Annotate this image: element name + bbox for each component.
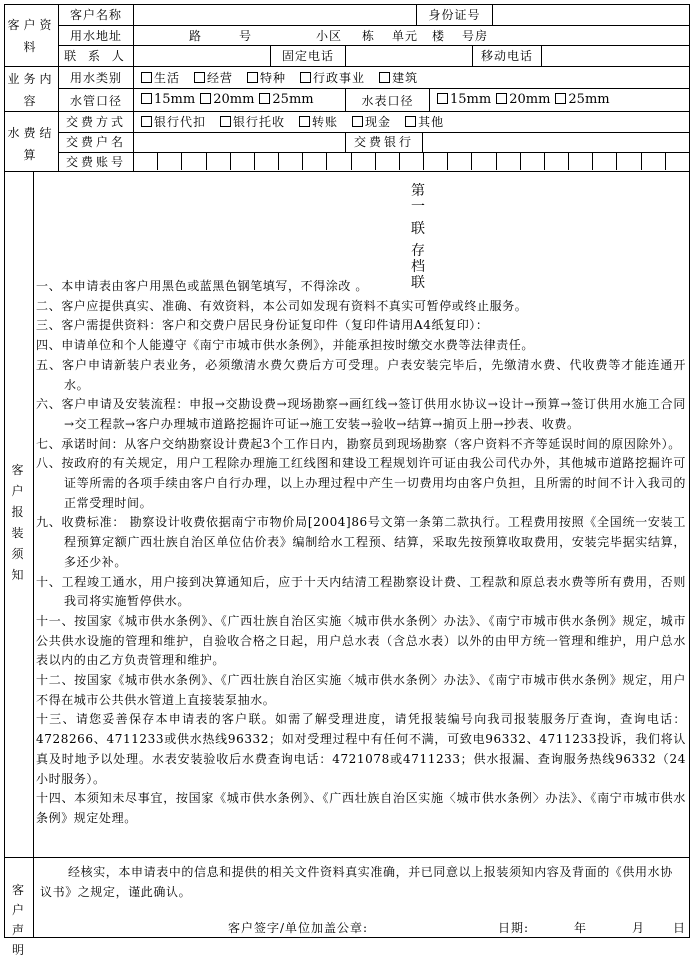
account-digit-cell[interactable] xyxy=(423,153,424,170)
option-business[interactable] xyxy=(194,71,233,85)
payer-bank-input[interactable] xyxy=(423,133,689,152)
account-digit-cell[interactable] xyxy=(471,153,472,170)
notice-item: 六、客户申请及安装流程：申报→交勘设费→现场勘察→画红线→签订供用水协议→设计→预算→签订供用水施工合同→交工程款→客户办理城市道路挖掘许可证→施工安装→验收→结算→掮页上册→抄表、收费。 xyxy=(36,397,686,431)
row-line xyxy=(4,111,690,112)
account-digit-cell[interactable] xyxy=(351,153,352,170)
label-pipe-diameter: 水管口径 xyxy=(69,94,122,108)
notice-item: 十二、按国家《城市供水条例》、《广西壮族自治区实施〈城市供水条例〉办法》、《南宁市城市供水条例》规定，用户不得在城市公共供水管道上直接装泵抽水。 xyxy=(36,673,686,707)
notice-item: 一、本申请表由客户用黑色或蓝黑色钢笔填写，不得涂改 。 xyxy=(36,279,369,293)
copy-number-label xyxy=(410,183,426,237)
account-digit-cell[interactable] xyxy=(568,153,569,170)
option-label: 生活 xyxy=(154,71,181,85)
checkbox[interactable] xyxy=(555,93,566,104)
option-label: 银行托收 xyxy=(233,115,286,129)
meter-option[interactable] xyxy=(437,92,491,107)
label-meter-diameter: 水表口径 xyxy=(361,94,414,108)
date-label: 日期: xyxy=(498,921,530,935)
pipe-diameter-options xyxy=(141,93,314,107)
month-label: 月 xyxy=(632,921,646,935)
checkbox[interactable] xyxy=(194,72,205,83)
account-digit-cell[interactable] xyxy=(181,153,182,170)
border-bottom xyxy=(4,937,690,938)
address-floor: 楼 xyxy=(432,29,446,43)
option-label: 特种 xyxy=(260,71,287,85)
option-special[interactable] xyxy=(247,71,286,85)
account-digit-cell[interactable] xyxy=(616,153,617,170)
checkbox[interactable] xyxy=(141,116,152,127)
checkbox[interactable] xyxy=(141,72,152,83)
notice-item: 三、客户需提供资料：客户和交费户居民身份证复印件（复印件请用A4纸复印）： xyxy=(36,318,489,333)
checkbox[interactable] xyxy=(437,93,448,104)
row-line xyxy=(4,857,690,858)
checkbox[interactable] xyxy=(379,72,390,83)
signature-field[interactable] xyxy=(378,918,488,934)
account-digit-cell[interactable] xyxy=(326,153,327,170)
address-number: 号 xyxy=(239,29,253,43)
checkbox[interactable] xyxy=(352,116,363,127)
notice-list xyxy=(36,277,686,829)
label-contact: 联 系 人 xyxy=(64,49,128,63)
label-id-number: 身份证号 xyxy=(428,8,481,22)
account-digit-cell[interactable] xyxy=(544,153,545,170)
mobile-input[interactable] xyxy=(542,46,689,66)
label-payment-method: 交费方式 xyxy=(65,115,126,129)
col-line xyxy=(33,171,34,857)
row-line xyxy=(58,88,689,89)
option-bank-debit[interactable] xyxy=(141,115,206,129)
address-building: 栋 xyxy=(362,29,376,43)
notice-item: 四、申请单位和个人能遵守《南宁市城市供水条例》，并能承担按时缴交水费等法律责任。 xyxy=(36,338,535,353)
checkbox[interactable] xyxy=(200,93,211,104)
copy-char: 档 xyxy=(411,259,425,275)
option-transfer[interactable] xyxy=(299,115,338,129)
copy-char: 联 xyxy=(411,221,425,237)
option-label: 25mm xyxy=(272,92,314,107)
option-label: 建筑 xyxy=(392,71,419,85)
pipe-option[interactable] xyxy=(141,92,195,107)
account-digit-cell[interactable] xyxy=(496,153,497,170)
section-declaration: 客户声明 xyxy=(11,883,26,957)
meter-diameter-options xyxy=(437,93,610,107)
address-room: 号房 xyxy=(462,29,489,43)
notice-item: 八、按政府的有关规定，用户工程除办理施工红线图和建设工程规划许可证由我公司代办外，其他城市道路挖掘许可证等所需的各项手续由客户自行办理，以上办理过程中产生一切费用均由客户负担，且所需的时间不计入我司的正常受理时间。 xyxy=(36,456,686,510)
notice-item: 七、承诺时间：从客户交纳勘察设计费起3个工作日内，勘察员到现场勘察（客户资料不齐等延误时间的原因除外）。 xyxy=(36,436,681,451)
pipe-option[interactable] xyxy=(200,92,254,107)
account-digit-cell[interactable] xyxy=(592,153,593,170)
payer-name-input[interactable] xyxy=(134,133,345,152)
label-address: 用水地址 xyxy=(69,29,122,43)
label-payer-bank: 交费银行 xyxy=(353,135,414,149)
row-line xyxy=(4,66,690,67)
option-cash[interactable] xyxy=(352,115,391,129)
option-label: 25mm xyxy=(568,92,610,107)
account-digit-cell[interactable] xyxy=(230,153,231,170)
option-bank-collection[interactable] xyxy=(220,115,285,129)
account-digit-cell[interactable] xyxy=(641,153,642,170)
account-digit-cell[interactable] xyxy=(254,153,255,170)
account-digit-cell[interactable] xyxy=(520,153,521,170)
label-payer-name: 交费户名 xyxy=(65,135,126,149)
year-label: 年 xyxy=(574,921,588,935)
option-label: 转账 xyxy=(312,115,339,129)
meter-option[interactable] xyxy=(496,92,550,107)
account-digit-cell[interactable] xyxy=(206,153,207,170)
address-unit: 单元 xyxy=(392,29,419,43)
notice-item: 九、收费标准： 勘察设计收费依据南宁市物价局[2004]86号文第一条第二款执行。工程费用按照《全国统一安装工程预算定额广西壮族自治区单位估价表》编制给水工程预、结算，采取先按预算收取费用，安装完毕据实结算，多还少补。 xyxy=(36,515,686,569)
copy-char: 一 xyxy=(411,199,425,215)
checkbox[interactable] xyxy=(220,116,231,127)
option-label: 15mm xyxy=(154,92,196,107)
notice-item: 十、工程竣工通水，用户接到决算通知后，应于十天内结清工程勘察设计费、工程款和原总表水费等所有费用，否则我司将实施暂停供水。 xyxy=(36,574,686,609)
option-living[interactable] xyxy=(141,71,180,85)
pipe-option[interactable] xyxy=(259,92,313,107)
section-customer-info: 客户资料 xyxy=(7,18,56,54)
address-community: 小区 xyxy=(316,29,343,43)
notice-item: 十一、按国家《城市供水条例》、《广西壮族自治区实施〈城市供水条例〉办法》、《南宁市城市供水条例》规定，城市公共供水设施的管理和维护，自验收合格之日起，用户总水表（含总水表）以外的由甲方统一管理和维护，用户总水表以内的由乙方负责管理和维护。 xyxy=(36,613,686,668)
customer-name-input[interactable] xyxy=(134,5,416,25)
account-digit-cell[interactable] xyxy=(399,153,400,170)
notice-item: 二、客户应提供真实、准确、有效资料，本公司如发现有资料不真实可暂停或终止服务。 xyxy=(36,298,528,313)
checkbox[interactable] xyxy=(299,116,310,127)
col-line xyxy=(429,88,430,111)
account-digit-cell[interactable] xyxy=(447,153,448,170)
copy-char: 联 xyxy=(411,275,425,291)
section-notice: 客 户 报 装 须 知 xyxy=(11,463,25,582)
account-digit-cell[interactable] xyxy=(278,153,279,170)
label-customer-name: 客户名称 xyxy=(69,8,122,22)
address-road: 路 xyxy=(189,29,203,43)
label-mobile: 移动电话 xyxy=(480,49,533,63)
checkbox[interactable] xyxy=(496,93,507,104)
option-label: 20mm xyxy=(213,92,255,107)
option-label: 15mm xyxy=(450,92,492,107)
id-number-input[interactable] xyxy=(493,5,689,25)
account-digit-cell[interactable] xyxy=(665,153,666,170)
section-business: 业务内容 xyxy=(7,72,56,108)
account-digit-cell[interactable] xyxy=(302,153,303,170)
day-label: 日 xyxy=(673,921,687,935)
notice-item: 十三、请您妥善保存本申请表的客户联。如需了解受理进度，请凭报装编号向我司报装服务厅查询，查询电话：4728266、4711233或供水热线96332；如对受理过程中有任何不满，可致电96332、4711233投诉，我们将认真及时地予以处理。水表安装验收后水费查询电话：4721078或4711233；供水报漏、查询服务热线96332（24小时服务）。 xyxy=(36,712,686,786)
payment-method-options xyxy=(141,115,458,129)
declaration-text: 经核实，本申请表中的信息和提供的相关文件资料真实准确，并已同意以上报装须知内容及背面的《供用水协议书》之规定，谨此确认。 xyxy=(40,865,673,899)
option-label: 20mm xyxy=(509,92,551,107)
copy-char: 第 xyxy=(411,183,425,199)
address-input[interactable] xyxy=(134,26,689,45)
section-billing: 水费结算 xyxy=(7,126,56,162)
checkbox[interactable] xyxy=(247,72,258,83)
row-line xyxy=(4,171,690,172)
checkbox[interactable] xyxy=(141,93,152,104)
option-admin[interactable] xyxy=(300,71,365,85)
landline-input[interactable] xyxy=(346,46,472,66)
meter-option[interactable] xyxy=(555,92,609,107)
option-label: 行政事业 xyxy=(313,71,366,85)
option-label: 其他 xyxy=(418,115,445,129)
checkbox[interactable] xyxy=(300,72,311,83)
label-payer-account: 交费账号 xyxy=(65,155,126,169)
label-water-category: 用水类别 xyxy=(69,71,122,85)
account-digit-cell[interactable] xyxy=(375,153,376,170)
checkbox[interactable] xyxy=(405,116,416,127)
option-other[interactable] xyxy=(405,115,444,129)
checkbox[interactable] xyxy=(259,93,270,104)
option-construction[interactable] xyxy=(379,71,418,85)
notice-item: 五、客户申请新装户表业务，必须缴清水费欠费后方可受理。户表安装完毕后，先缴清水费、代收费等才能连通开水。 xyxy=(36,357,686,392)
col-line xyxy=(33,857,34,937)
border-right xyxy=(689,4,690,938)
label-landline: 固定电话 xyxy=(281,49,334,63)
row-line xyxy=(58,152,689,153)
copy-char: 存 xyxy=(411,243,425,259)
option-label: 现金 xyxy=(365,115,392,129)
account-digit-cell[interactable] xyxy=(157,153,158,170)
contact-input[interactable] xyxy=(134,46,270,66)
option-label: 经营 xyxy=(207,71,234,85)
water-category-options xyxy=(141,71,432,85)
signature-label: 客户签字/单位加盖公章: xyxy=(228,921,369,935)
notice-item: 十四、本须知未尽事宜，按国家《城市供水条例》、《广西壮族自治区实施〈城市供水条例〉办法》、《南宁市城市供水条例》规定处理。 xyxy=(36,791,686,825)
option-label: 银行代扣 xyxy=(154,115,207,129)
